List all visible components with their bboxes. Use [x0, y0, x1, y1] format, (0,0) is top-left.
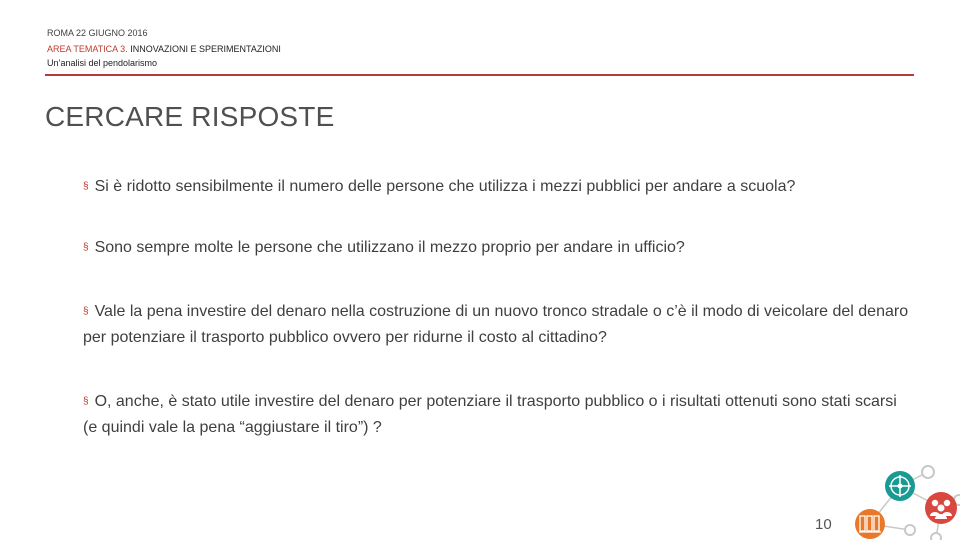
bullet-text: O, anche, è stato utile investire del denaro per potenziare il trasporto pubblico o i risultati ottenuti sono stati scarsi (e quindi vale la pena “aggiustare il tiro”) ?	[83, 393, 897, 436]
bullet-text: Vale la pena investire del denaro nella costruzione di un nuovo tronco stradale o c’è il modo di veicolare del denaro per potenziare il trasporto pubblico ovvero per ridurne il costo al cittadino?	[83, 303, 909, 346]
network-node	[931, 533, 941, 540]
people-icon	[925, 492, 957, 524]
header-date: ROMA 22 GIUGNO 2016	[47, 28, 148, 38]
header-divider	[45, 74, 914, 76]
slide-title: CERCARE RISPOSTE	[45, 101, 335, 132]
bullet-marker-icon: §	[83, 306, 89, 317]
header-subtitle: Un’analisi del pendolarismo	[47, 58, 158, 68]
compass-icon	[885, 471, 915, 501]
books-icon	[855, 509, 885, 539]
bullet-text: Si è ridotto sensibilmente il numero delle persone che utilizza i mezzi pubblici per andare a scuola?	[94, 178, 796, 195]
bullet-marker-icon: §	[83, 242, 89, 253]
header-area	[47, 44, 281, 55]
bullet-item	[83, 235, 913, 261]
page-number: 10	[815, 516, 832, 533]
header-area-title: INNOVAZIONI E SPERIMENTAZIONI	[127, 44, 281, 54]
bullet-item	[83, 389, 913, 441]
header-area-prefix: AREA TEMATICA 3.	[47, 44, 128, 54]
bullet-text: Sono sempre molte le persone che utilizzano il mezzo proprio per andare in ufficio?	[94, 239, 685, 256]
bullet-marker-icon: §	[83, 181, 89, 192]
bullet-item	[83, 174, 913, 200]
bullet-item	[83, 299, 913, 351]
network-node	[922, 466, 934, 478]
network-node	[905, 525, 915, 535]
network-decoration	[840, 460, 960, 540]
bullet-marker-icon: §	[83, 396, 89, 407]
